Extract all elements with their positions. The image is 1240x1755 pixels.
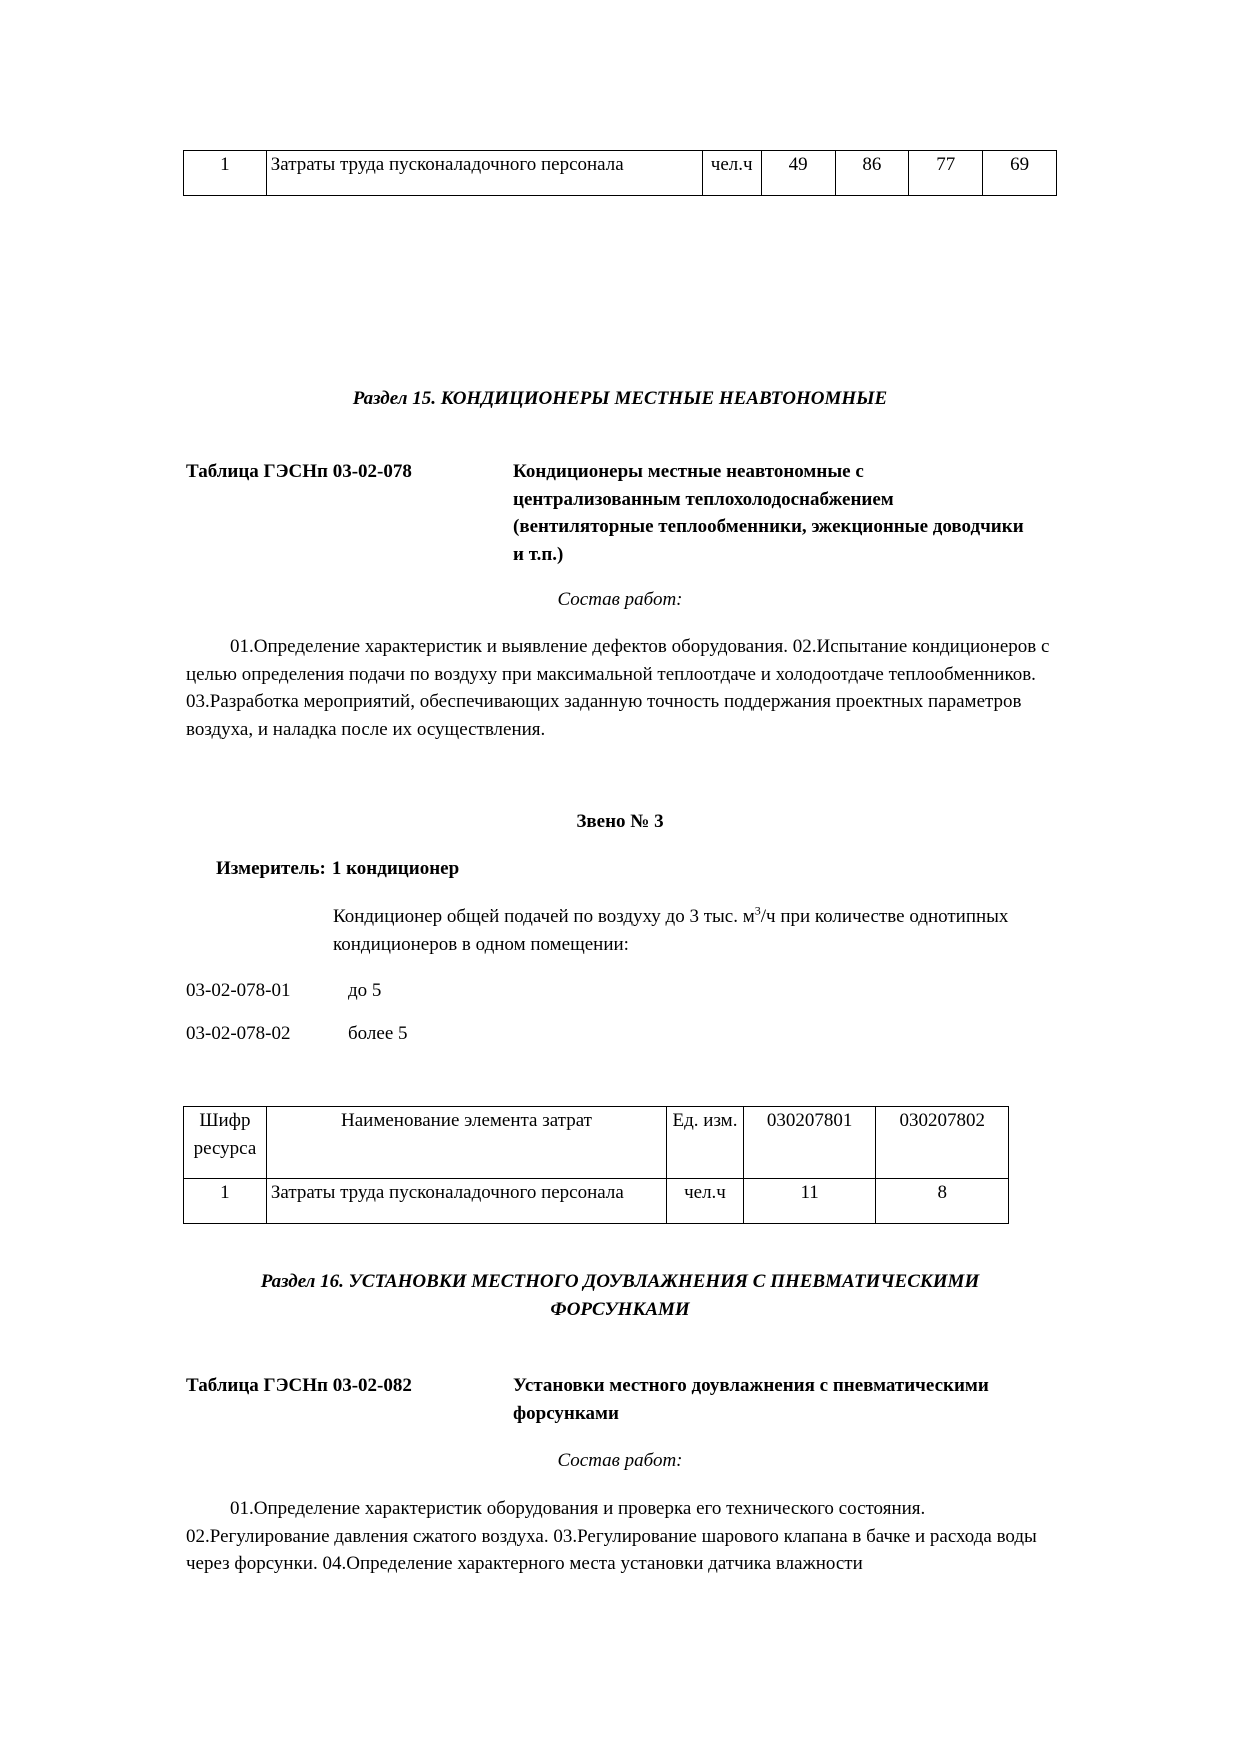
- cost-element-name: Затраты труда пусконаладочного персонала: [266, 1179, 666, 1224]
- meter-label: Измеритель:: [216, 858, 326, 879]
- intro-text-part2: /ч при количестве однотипных кондиционеров в одном помещении:: [333, 906, 1009, 955]
- section-15-table-code: Таблица ГЭСНп 03-02-078: [186, 461, 412, 482]
- intro-superscript: 3: [754, 903, 761, 918]
- value-cell: 77: [909, 151, 983, 196]
- section-15-title: Раздел 15. КОНДИЦИОНЕРЫ МЕСТНЫЕ НЕАВТОНОМНЫЕ: [352, 388, 888, 409]
- norm-code-row: [186, 1020, 408, 1048]
- value-cell: 49: [761, 151, 835, 196]
- table-row: [184, 151, 1057, 196]
- header-norm-code: 030207801: [743, 1107, 876, 1179]
- norm-description: более 5: [348, 1023, 408, 1044]
- norm-code: 03-02-078-02: [186, 1023, 291, 1044]
- section-15-works-text: 01.Определение характеристик и выявление дефектов оборудования. 02.Испытание кондиционеров с целью определения подачи по воздуху при максимальной теплоотдаче и холодоотдаче теплообменников. 03.Разработка мероприятий, обеспечивающих заданную точность поддержания проектных параметров воздуха, и наладка после их осуществления.: [186, 636, 1050, 740]
- cost-element-name: Затраты труда пусконаладочного персонала: [266, 151, 702, 196]
- meter-line: [216, 855, 459, 883]
- norm-group-intro: [333, 903, 1033, 958]
- value-cell: 86: [835, 151, 909, 196]
- meter-value: 1 кондиционер: [331, 858, 460, 879]
- section-16-title: Раздел 16. УСТАНОВКИ МЕСТНОГО ДОУВЛАЖНЕНИЯ С ПНЕВМАТИЧЕСКИМИ ФОРСУНКАМИ: [260, 1271, 980, 1320]
- table-header-row: [184, 1107, 1009, 1179]
- section-16-works-text: 01.Определение характеристик оборудования и проверка его технического состояния. 02.Регулирование давления сжатого воздуха. 03.Регулирование шарового клапана в бачке и расхода воды через форсунки. 04.Определение характерного места установки датчика влажности: [186, 1498, 1037, 1575]
- row-number: 1: [184, 1179, 267, 1224]
- value-cell: 69: [983, 151, 1057, 196]
- value-cell: 11: [743, 1179, 876, 1224]
- section-15-works-title: Состав работ:: [557, 589, 683, 610]
- row-number: 1: [184, 151, 267, 196]
- intro-text-part1: Кондиционер общей подачей по воздуху до 3 тыс. м: [333, 906, 755, 927]
- header-unit: Ед. изм.: [667, 1107, 744, 1179]
- norm-description: до 5: [348, 980, 382, 1001]
- header-resource-code: Шифр ресурса: [184, 1107, 267, 1179]
- section-15-table-title: Кондиционеры местные неавтономные с централизованным теплохолодоснабжением (вентиляторные теплообменники, эжекционные доводчики и т.п.): [513, 461, 1024, 565]
- value-cell: 8: [876, 1179, 1009, 1224]
- top-cost-table: [183, 150, 1057, 196]
- table-row: [184, 1179, 1009, 1224]
- section-16-table-title: Установки местного доувлажнения с пневматическими форсунками: [513, 1375, 989, 1424]
- unit-cell: чел.ч: [667, 1179, 744, 1224]
- unit-cell: чел.ч: [702, 151, 761, 196]
- resource-table: [183, 1106, 1009, 1224]
- norm-code-row: [186, 977, 381, 1005]
- header-norm-code: 030207802: [876, 1107, 1009, 1179]
- section-16-table-code: Таблица ГЭСНп 03-02-082: [186, 1375, 412, 1396]
- header-element-name: Наименование элемента затрат: [266, 1107, 666, 1179]
- crew-title: Звено № 3: [576, 811, 664, 832]
- section-16-works-title: Состав работ:: [557, 1450, 683, 1471]
- norm-code: 03-02-078-01: [186, 980, 291, 1001]
